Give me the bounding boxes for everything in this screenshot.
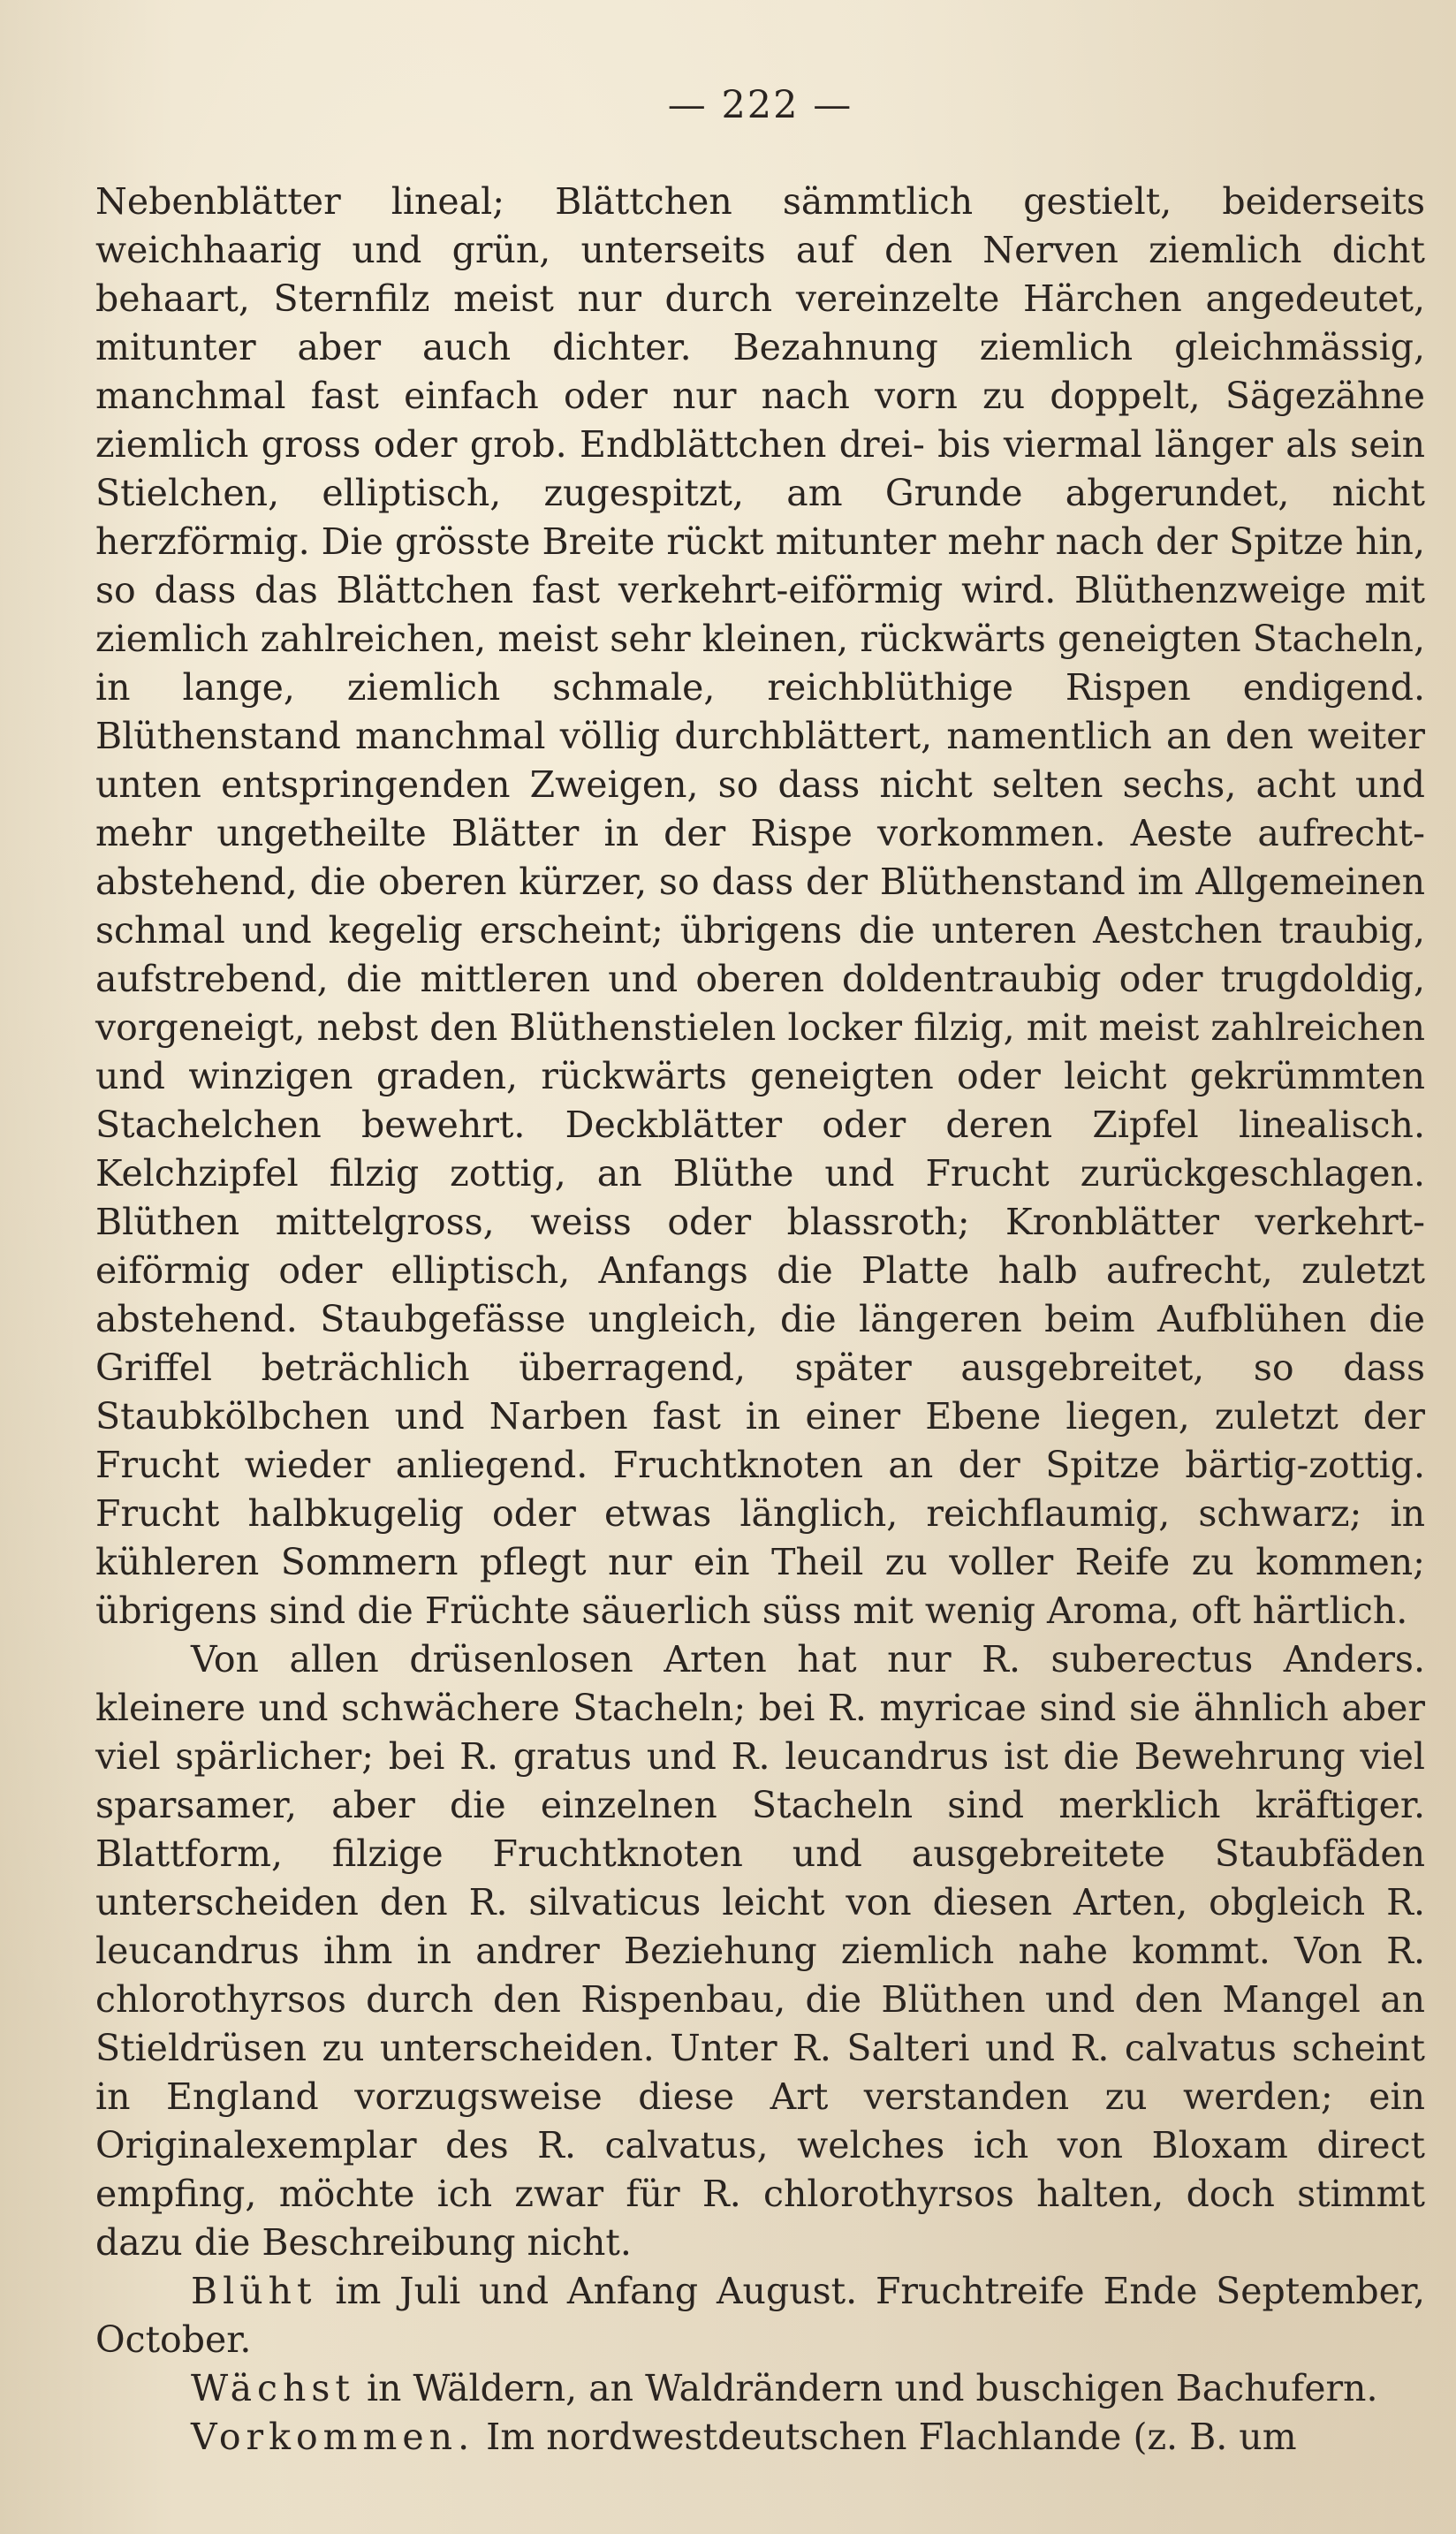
distribution-paragraph — [95, 2413, 1425, 2462]
comparison-paragraph: Von allen drüsenlosen Arten hat nur R. suberectus Anders. kleinere und schwächere Stacheln; bei R. myricae sind sie ähnlich aber viel spärlicher; bei R. gratus und R. leucandrus ist die Bewehrung viel sparsamer, aber die einzelnen Stacheln sind merklich kräftiger. Blattform, filzige Fruchtknoten und ausgebreitete Staubfäden unterscheiden den R. silvaticus leicht von diesen Arten, obgleich R. leucandrus ihm in andrer Beziehung ziemlich nahe kommt. Von R. chlorothyrsos durch den Rispenbau, die Blüthen und den Mangel an Stieldrüsen zu unterscheiden. Unter R. Salteri und R. calvatus scheint in England vorzugsweise diese Art verstanden zu werden; ein Originalexemplar des R. calvatus, welches ich von Bloxam direct empfing, möchte ich zwar für R. chlorothyrsos halten, doch stimmt dazu die Beschreibung nicht. — [95, 1638, 1425, 2264]
habitat-paragraph — [95, 2364, 1425, 2413]
distribution-text: Im nordwestdeutschen Flachlande (z. B. um — [474, 2416, 1297, 2458]
description-paragraph: Nebenblätter lineal; Blättchen sämmtlich gestielt, beiderseits weichhaarig und grün, unterseits auf den Nerven ziemlich dicht behaart, Sternfilz meist nur durch vereinzelte Härchen angedeutet, mitunter aber auch dichter. Bezahnung ziemlich gleichmässig, manchmal fast einfach oder nur nach vorn zu doppelt, Sägezähne ziemlich gross oder grob. Endblättchen drei- bis viermal länger als sein Stielchen, elliptisch, zugespitzt, am Grunde abgerundet, nicht herzförmig. Die grösste Breite rückt mitunter mehr nach der Spitze hin, so dass das Blättchen fast verkehrt-eiförmig wird. Blüthenzweige mit ziemlich zahlreichen, meist sehr kleinen, rückwärts geneigten Stacheln, in lange, ziemlich schmale, reichblüthige Rispen endigend. Blüthenstand manchmal völlig durchblättert, namentlich an den weiter unten entspringenden Zweigen, so dass nicht selten sechs, acht und mehr ungetheilte Blätter in der Rispe vorkommen. Aeste aufrecht-abstehend, die oberen kürzer, so dass der Blüthenstand im Allgemeinen schmal und kegelig erscheint; übrigens die unteren Aestchen traubig, aufstrebend, die mittleren und oberen doldentraubig oder trugdoldig, vorgeneigt, nebst den Blüthenstielen locker filzig, mit meist zahlreichen und winzigen graden, rückwärts geneigten oder leicht gekrümmten Stachelchen bewehrt. Deckblätter oder deren Zipfel linealisch. Kelchzipfel filzig zottig, an Blüthe und Frucht zurückgeschlagen. Blüthen mittelgross, weiss oder blassroth; Kronblätter verkehrt-eiförmig oder elliptisch, Anfangs die Platte halb aufrecht, zuletzt abstehend. Staubgefässe ungleich, die längeren beim Aufblühen die Griffel beträchlich überragend, später ausgebreitet, so dass Staubkölbchen und Narben fast in einer Ebene liegen, zuletzt der Frucht wieder anliegend. Fruchtknoten an der Spitze bärtig-zottig. Frucht halbkugelig oder etwas länglich, reichflaumig, schwarz; in kühleren Sommern pflegt nur ein Theil zu voller Reife zu kommen; übrigens sind die Früchte säuerlich süss mit wenig Aroma, oft härtlich. — [95, 180, 1425, 1632]
page-number: — 222 — — [667, 83, 853, 127]
flowering-lead: Blüht — [191, 2270, 317, 2312]
flowering-paragraph — [95, 2267, 1425, 2364]
habitat-lead: Wächst — [191, 2367, 355, 2409]
book-page — [95, 81, 1425, 2462]
distribution-lead: Vorkommen. — [191, 2416, 475, 2458]
habitat-text: in Wäldern, an Waldrändern und buschigen Bachufern. — [354, 2367, 1378, 2409]
flowering-text: im Juli und Anfang August. Fruchtreife Ende September, October. — [95, 2270, 1425, 2361]
